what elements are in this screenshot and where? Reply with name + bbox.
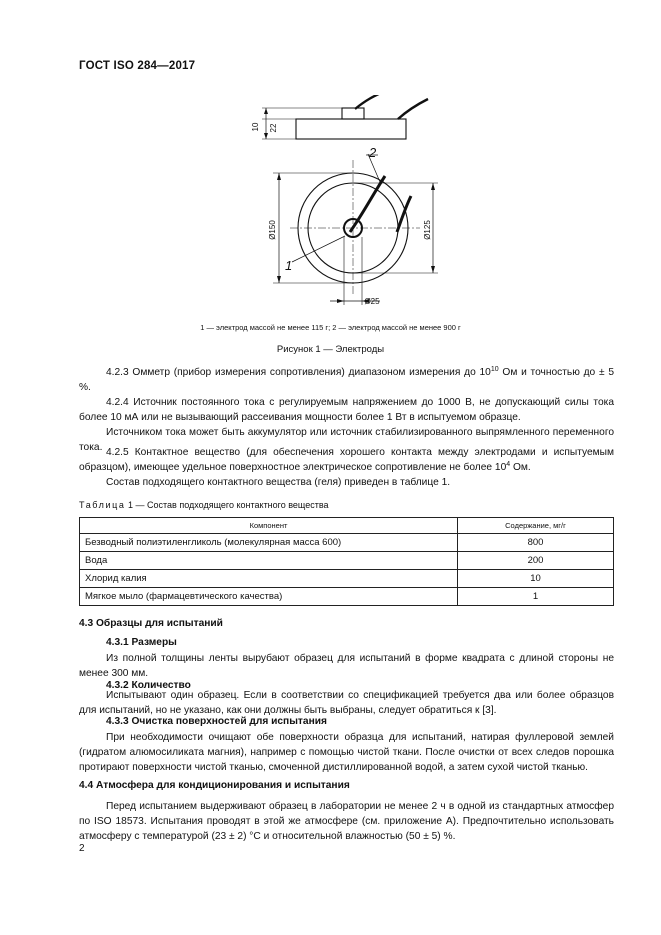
clause-4-2-5-table-ref: Состав подходящего контактного вещества (геля) приведен в таблице 1.	[106, 477, 451, 488]
table-row: Вода 200	[80, 552, 614, 570]
figure-legend: 1 — электрод массой не менее 115 г; 2 — электрод массой не менее 900 г	[200, 323, 461, 332]
dim-22: 22	[269, 123, 278, 133]
col-header-content: Содержание, мг/г	[458, 518, 614, 534]
label-1: 1	[285, 258, 293, 273]
composition-table	[79, 517, 614, 606]
lead-wire-small	[355, 95, 383, 109]
clause-4-2-4: 4.2.4 Источник постоянного тока с регулируемым напряжением до 1000 В, не допускающий силы тока более 10 мА или не вызывающий рассеивания мощности более 1 Вт в испытуемом образце.	[79, 397, 614, 423]
document-header: ГОСТ ISO 284—2017	[79, 60, 196, 72]
section-4-4-title: 4.4 Атмосфера для кондиционирования и испытания	[79, 780, 350, 791]
page-number: 2	[79, 843, 85, 854]
section-4-3-2-text: Испытывают один образец. Если в соответствии со спецификацией требуется два или более образцов для испытаний, но не указано, как они должны быть выбраны, следует обратиться к [3].	[79, 690, 614, 716]
dim-d125: Ø125	[423, 220, 432, 240]
lead-wire-large	[398, 99, 428, 119]
label-2: 2	[369, 145, 377, 160]
lead-wire-top-2	[397, 196, 411, 232]
section-4-3-2-title: 4.3.2 Количество	[106, 680, 191, 691]
small-electrode-side	[342, 108, 364, 119]
section-4-3-3-text: При необходимости очищают обе поверхности образца для испытаний, натирая фуллеровой землей (гидратом алюмосиликата магния), например с помощью чистой ткани. После очистки от всех следов порошка протирают поверхности чистой тканью, смоченной дистиллированной водой, а затем сухой чистой тканью.	[79, 732, 614, 773]
dim-d25: Ø25	[364, 297, 380, 306]
lead-wire-top-1	[350, 176, 385, 232]
section-4-3-title: 4.3 Образцы для испытаний	[79, 618, 223, 629]
table-caption: Таблица 1 — Состав подходящего контактного вещества	[79, 500, 329, 510]
section-4-3-1-title: 4.3.1 Размеры	[106, 637, 177, 648]
clause-4-2-4-note: Источником тока может быть аккумулятор или источник стабилизированного выпрямленного переменного тока.	[79, 427, 614, 453]
clause-4-2-3: 4.2.3 Омметр (прибор измерения сопротивления) диапазоном измерения до $10^{10}$ Ом и точностью до ± 5 %.	[79, 366, 614, 393]
table-row: Мягкое мыло (фармацевтического качества) 1	[80, 588, 614, 606]
dim-10: 10	[251, 122, 260, 132]
table-row: Хлорид калия 10	[80, 570, 614, 588]
electrodes-figure	[0, 95, 661, 335]
section-4-3-3-title: 4.3.3 Очистка поверхностей для испытания	[106, 716, 327, 727]
large-electrode-side	[296, 119, 406, 139]
col-header-component: Компонент	[80, 518, 458, 534]
section-4-3-1-text: Из полной толщины ленты вырубают образец для испытаний в форме квадрата с длиной стороны не менее 300 мм.	[79, 653, 614, 679]
section-4-4-text: Перед испытанием выдерживают образец в лаборатории не менее 2 ч в одной из стандартных атмосфер по ISO 18573. Испытания проводят в этой же атмосфере (см. приложение А). Предпочтительно использовать атмосферу с температурой (23 ± 2) °С и относительной влажностью (50 ± 5) %.	[79, 801, 614, 842]
figure-caption: Рисунок 1 — Электроды	[276, 344, 385, 355]
dim-d150: Ø150	[268, 220, 277, 240]
clause-4-2-5: 4.2.5 Контактное вещество (для обеспечения хорошего контакта между электродами и испытуемым образцом), имеющее удельное поверхностное электрическое сопротивление не более $10^4$ Ом.	[79, 447, 614, 473]
table-row: Безводный полиэтиленгликоль (молекулярная масса 600) 800	[80, 534, 614, 552]
table-header-row	[80, 518, 614, 534]
